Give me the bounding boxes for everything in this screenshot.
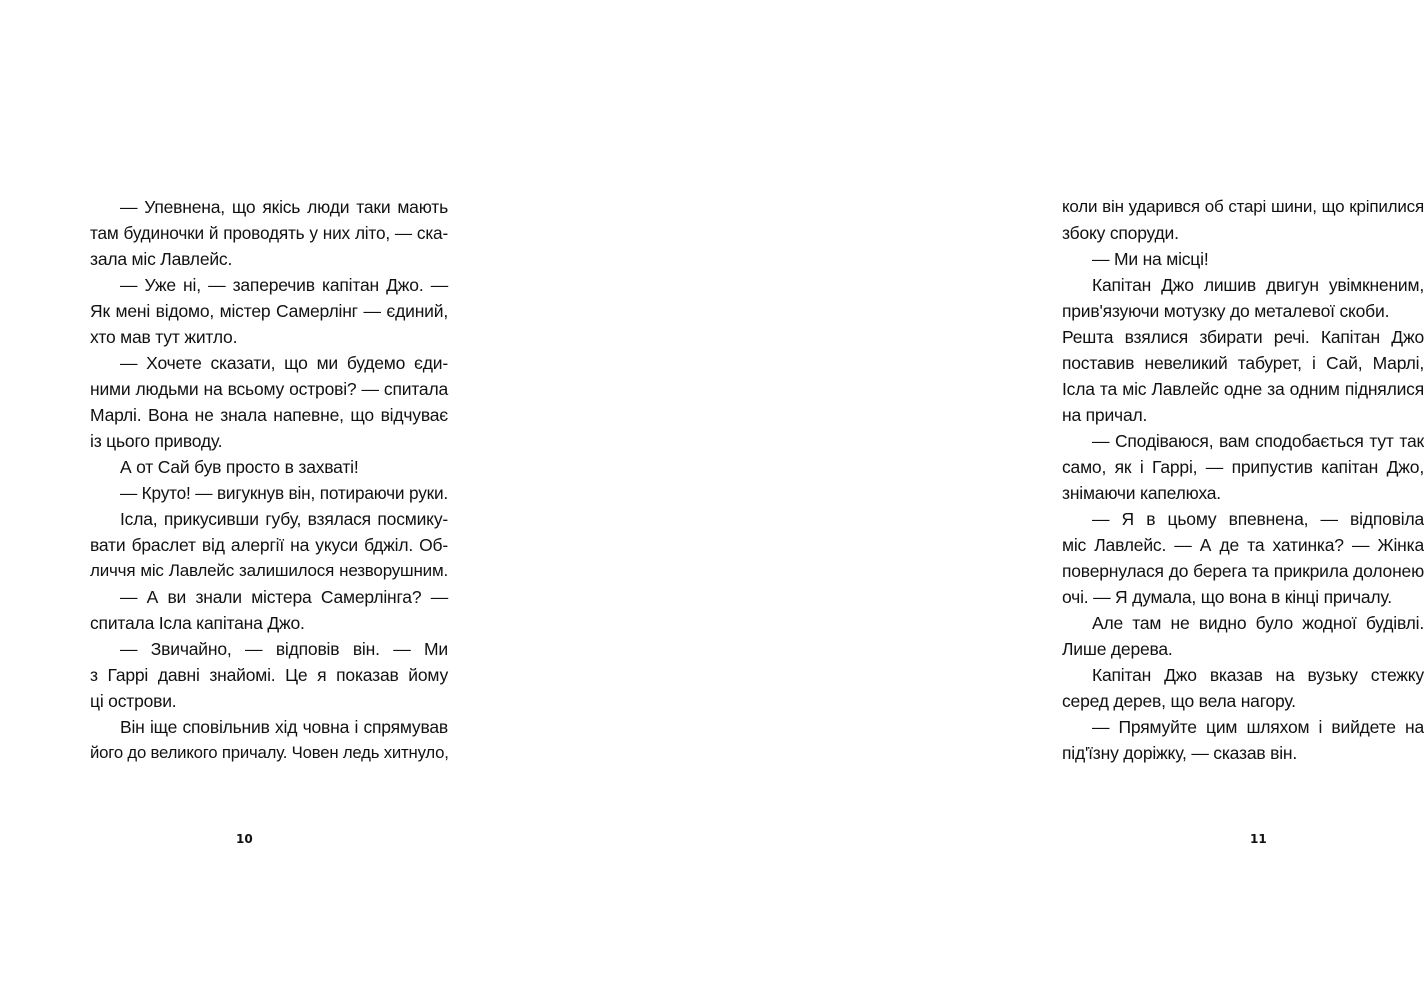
text-line: Марлі. Вона не знала напевне, що відчуває — [90, 405, 448, 425]
text-line: — Сподіваюся, вам сподобається тут так — [1092, 431, 1424, 451]
page-number: 11 — [1250, 832, 1267, 846]
text-line: — Уже ні, — заперечив капітан Джо. — — [120, 275, 448, 295]
text-line: Ісла, прикусивши губу, взялася посмику- — [120, 509, 448, 529]
text-line: — Я в цьому впевнена, — відповіла — [1092, 509, 1424, 529]
text-line: збоку споруди. — [1062, 223, 1179, 243]
text-line: Решта взялися збирати речі. Капітан Джо — [1062, 327, 1424, 347]
text-line: вати браслет від алергії на укуси бджіл. Об- — [90, 535, 448, 555]
right-page — [500, 0, 1424, 1000]
page-number: 10 — [236, 832, 253, 846]
text-line: його до великого причалу. Човен ледь хитнуло, — [90, 743, 449, 762]
text-line: серед дерев, що вела нагору. — [1062, 691, 1296, 711]
text-line: під'їзну доріжку, — сказав він. — [1062, 743, 1298, 763]
text-line: Як мені відомо, містер Самерлінг — єдиний, — [90, 301, 448, 321]
text-line: Ісла та міс Лавлейс одне за одним піднялися — [1062, 379, 1424, 399]
text-line: Капітан Джо вказав на вузьку стежку — [1092, 665, 1424, 685]
text-line: хто мав тут житло. — [90, 327, 238, 347]
text-line: знімаючи капелюха. — [1062, 483, 1221, 503]
text-line: — А ви знали містера Самерлінга? — — [120, 587, 448, 607]
text-line: міс Лавлейс. — А де та хатинка? — Жінка — [1062, 535, 1424, 555]
text-line: Він іще сповільнив хід човна і спрямував — [120, 717, 448, 737]
text-line: Капітан Джо лишив двигун увімкненим, — [1092, 275, 1424, 295]
text-line: — Упевнена, що якісь люди таки мають — [120, 197, 448, 217]
text-line: прив'язуючи мотузку до металевої скоби. — [1062, 301, 1390, 321]
text-line: повернулася до берега та прикрила долонею — [1062, 561, 1424, 581]
text-line: — Ми на місці! — [1092, 249, 1209, 269]
text-line: А от Сай був просто в захваті! — [120, 457, 359, 477]
text-line: — Прямуйте цим шляхом і вийдете на — [1092, 717, 1424, 737]
text-line: ними людьми на всьому острові? — спитала — [90, 379, 448, 399]
left-page — [0, 0, 500, 1000]
text-line: на причал. — [1062, 405, 1148, 425]
text-line: — Звичайно, — відповів він. — Ми — [120, 639, 448, 659]
text-line: очі. — Я думала, що вона в кінці причалу. — [1062, 587, 1392, 607]
text-line: Але там не видно було жодної будівлі. — [1092, 613, 1424, 633]
text-line: личчя міс Лавлейс залишилося незворушним. — [90, 561, 448, 580]
text-line: Лише дерева. — [1062, 639, 1173, 659]
text-line: коли він ударився об старі шини, що кріпилися — [1062, 197, 1424, 216]
text-line: поставив невеликий табурет, і Сай, Марлі, — [1062, 353, 1424, 373]
text-line: там будиночки й проводять у них літо, — ска- — [90, 223, 448, 243]
text-line: із цього приводу. — [90, 431, 223, 451]
text-line: само, як і Гаррі, — припустив капітан Джо, — [1062, 457, 1424, 477]
text-line: з Гаррі давні знайомі. Це я показав йому — [90, 665, 448, 685]
text-line: — Хочете сказати, що ми будемо єди- — [120, 353, 448, 373]
text-line: спитала Ісла капітана Джо. — [90, 613, 305, 633]
text-line: — Круто! — вигукнув він, потираючи руки. — [120, 483, 448, 503]
text-line: зала міс Лавлейс. — [90, 249, 233, 269]
text-line: ці острови. — [90, 691, 177, 711]
